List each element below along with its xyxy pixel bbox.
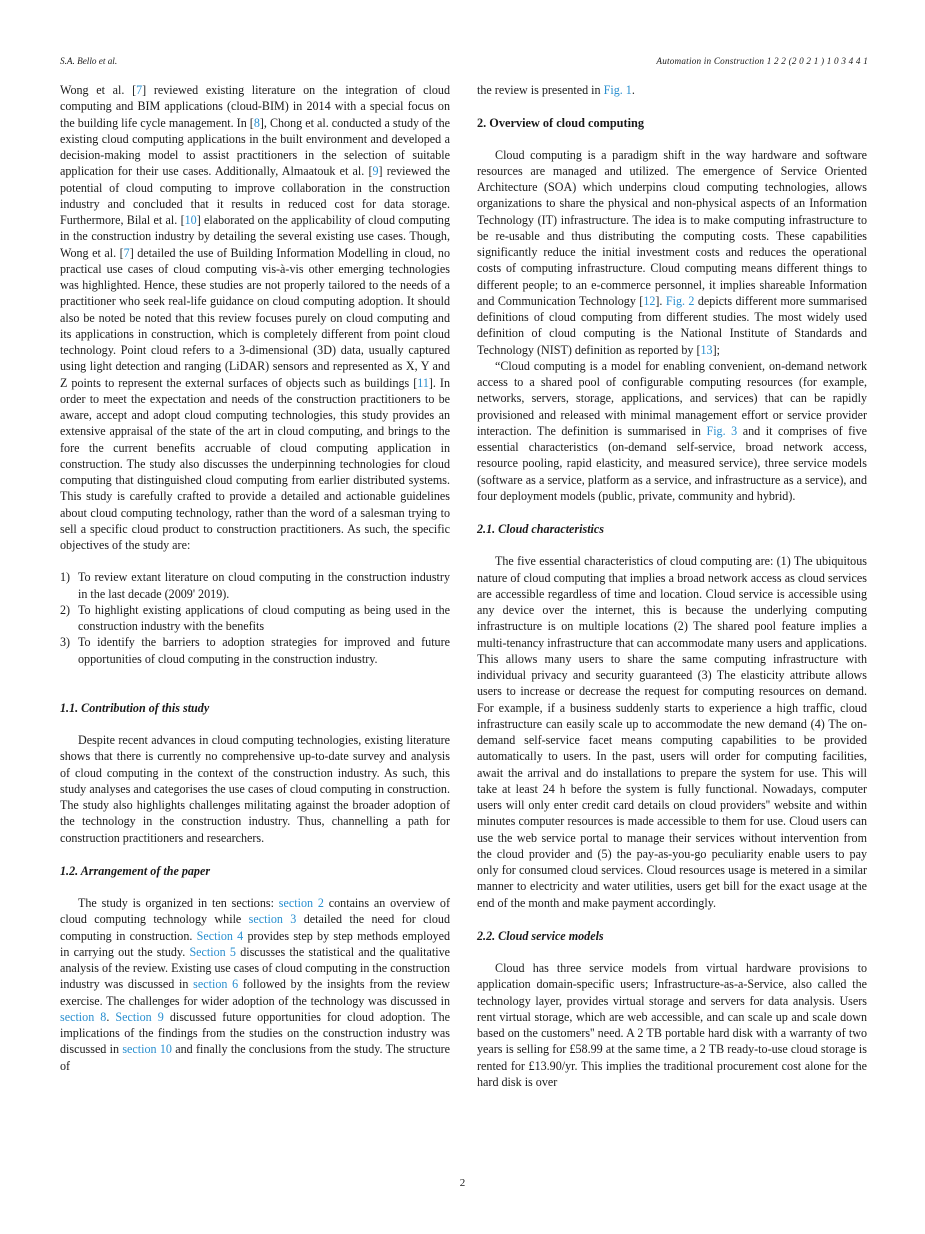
text: depicts different more summarised definitions of cloud computing from different studies. The most widely used definition of cloud computing is the National Institute of Standards and Technology (NIST) definition as reported by [ xyxy=(477,293,868,357)
right-column xyxy=(477,82,867,1090)
text: . xyxy=(106,1009,116,1024)
section-heading-2: 2. Overview of cloud computing xyxy=(477,116,645,131)
citation-link[interactable]: 10 xyxy=(184,213,197,227)
section-heading-2-1: 2.1. Cloud characteristics xyxy=(477,522,604,536)
text: “Cloud computing is a model for enabling convenient, on-demand network access to a shared pool of configurable computing resources (for example, networks, servers, storage, applications, and services) that can be rapidly provisioned and released with minimal management effort or service provider interaction. The definition is summarised in xyxy=(477,358,867,438)
objective-item xyxy=(60,602,450,635)
text: ]; xyxy=(712,342,720,357)
paragraph-arrangement xyxy=(60,895,450,1074)
text: and finally the conclusions from the study. The structure of xyxy=(60,1042,451,1073)
list-number: 2) xyxy=(60,602,71,617)
text: ] elaborated on the applicability of cloud computing in the construction industry by detailing the several existing use cases. Though, Wong et al. [ xyxy=(60,213,451,260)
objectives-list xyxy=(60,569,450,667)
figure-link[interactable]: Fig. 3 xyxy=(706,423,738,438)
text: ], Chong et al. conducted a study of the existing cloud computing applications in the built environment and developed a decision-making model to assist practitioners in the selection of suitable application for their use cases. Additionally, Almaatouk et al. [ xyxy=(60,115,450,179)
citation-link[interactable]: 7 xyxy=(123,245,130,260)
section-link[interactable]: section 10 xyxy=(122,1042,172,1057)
paragraph-contribution: Despite recent advances in cloud computing technologies, existing literature shows that there is currently no comprehensive up-to-date survey and analysis of cloud computing in the context of the construction industry. As such, this study analyses and categorises the use cases of cloud computing in construction. The study also highlights challenges militating against the broader adoption of the technology in the construction industry. Thus, channelling a path for construction practitioners and researchers. xyxy=(60,733,450,845)
section-link[interactable]: Section 9 xyxy=(115,1009,164,1024)
figure-link[interactable]: Fig. 2 xyxy=(665,293,695,308)
text: Wong et al. [ xyxy=(60,83,137,97)
figure-link[interactable]: Fig. 1 xyxy=(603,83,632,97)
text: ] reviewed existing literature on the integration of cloud computing and BIM applications (cloud-BIM) in 2014 with a special focus on the building life cycle management. In [ xyxy=(60,83,450,130)
citation-link[interactable]: 8 xyxy=(253,115,260,130)
section-link[interactable]: section 2 xyxy=(278,896,324,910)
citation-link[interactable]: 7 xyxy=(136,83,143,97)
text: ]. In order to meet the expectation and needs of the construction practitioners to be aware, accept and adopt cloud computing technologies, this study provides an extensive appraisal of the state of the art in cloud computing, and brings to the fore the current benefits accruable of cloud computing application in construction. The study also discusses the underpinning technologies for cloud computing that distinguished cloud computing from earlier distributed systems. This study is carefully crafted to provide a detailed and actionable guidelines about cloud computing technology, rather than the word of a salesman trying to sell a specific cloud product to construction practitioners. As such, the specific objectives of the study are: xyxy=(60,375,450,552)
text: followed by the insights from the review exercise. The challenges for wider adoption of the technology was discussed in xyxy=(60,977,451,1008)
section-link[interactable]: section 6 xyxy=(193,977,239,992)
paragraph-continuation xyxy=(477,82,867,98)
list-number: 3) xyxy=(60,635,71,650)
section-link[interactable]: section 3 xyxy=(248,912,297,927)
running-head-journal: Automation in Construction 1 2 2 (2 0 2 1 ) 1 0 3 4 4 1 xyxy=(656,56,868,66)
running-head-authors: S.A. Bello et al. xyxy=(60,56,118,66)
left-column xyxy=(60,82,450,1074)
text: contains an overview of cloud computing technology while xyxy=(60,896,450,927)
citation-link[interactable]: 9 xyxy=(372,164,379,179)
paragraph-cloud-characteristics: The five essential characteristics of cloud computing are: (1) The ubiquitous nature of cloud computing that implies a broad network access as cloud services are accessible regardless of time and location. Cloud service is accessible using any device over the internet, this is because the underlying computing infrastructure is on multiple locations (2) The shared pool feature implies a multi-tenancy infrastructure that can accommodate many users and applications. This allows many users to share the same computing infrastructure with individual privacy and security guaranteed (3) The elasticity attribute allows users to increase or decrease the request for computing resources on demand. For example, if a business suddenly starts to experience a high traffic, cloud infrastructure can easily scale up to accommodate the new demand (4) The on-demand self-service facet means computing capabilities to be provided automatically to users. In the past, users will order for computing facilities, await the arrival and do installations to prepare the system for use. This will take at least 24 h before the system is fully functional. Nowadays, computer users will only enter credit card details on cloud providers'' website and within minutes computer resources is made accessible to them for use. Cloud users can use the web service portal to manage their services without intervention from the cloud provider and (5) the pay-as-you-go peculiarity enable users to pay only for consumed cloud services. Cloud resources usage is metered in a similar manner to electricity and water utilities, users get bill for the exact usage at the end of the month and make payment accordingly. xyxy=(477,554,867,910)
section-heading-1-1: 1.1. Contribution of this study xyxy=(60,700,210,715)
text: discussed future opportunities for cloud adoption. The implications of the findings from the studies on the construction industry was discussed in xyxy=(60,1009,450,1057)
paragraph-related-work xyxy=(60,82,450,553)
list-text: To identify the barriers to adoption strategies for improved and future opportunities of cloud computing in the construction industry. xyxy=(78,635,450,666)
list-text: To review extant literature on cloud computing in the construction industry in the last decade (2009' 2019). xyxy=(78,570,450,601)
objective-item xyxy=(60,634,450,667)
text: . xyxy=(631,83,635,97)
text: detailed the need for cloud computing in construction. xyxy=(60,912,451,943)
citation-link[interactable]: 11 xyxy=(417,375,429,390)
running-head xyxy=(60,56,868,70)
text: discusses the statistical and the qualitative analysis of the review. Existing use cases of cloud computing in the construction industry was discussed in xyxy=(60,944,450,992)
text: ]. xyxy=(655,293,666,308)
section-link[interactable]: Section 4 xyxy=(196,928,244,943)
text: ] reviewed the potential of cloud computing to improve collaboration in the construction industry and concluded that it results in reduced cost for data storage. Furthermore, Bilal et al. [ xyxy=(60,164,450,227)
page-number: 2 xyxy=(459,1177,466,1189)
text: and it comprises of five essential characteristics (on-demand self-service, broad network access, resource pooling, rapid elasticity, and measured service), three service models (software as a service, platform as a service, and infrastructure as a service), and four deployment models (public, private, community and hybrid). xyxy=(477,423,867,503)
text: Cloud computing is a paradigm shift in the way hardware and software resources are managed and utilized. The emergence of Service Oriented Architecture (SOA) which underpins cloud computing technologies, allows organizations to share the physical and non-physical aspects of an Information Technology (IT) infrastructure. The idea is to make computing infrastructure to be re-usable and thus distributing the computing costs. These capabilities significantly reduce the initial investment costs and reduces the operational costs of computing infrastructure. Cloud computing means different things to different people; to an e-commerce personnel, it implies shareable Information and Communication Technology [ xyxy=(477,147,867,308)
text: provides step by step methods employed in carrying out the study. xyxy=(60,928,450,959)
section-link[interactable]: section 8 xyxy=(60,1009,107,1024)
paragraph-nist-definition xyxy=(477,358,867,504)
section-heading-2-2: 2.2. Cloud service models xyxy=(477,928,604,943)
section-link[interactable]: Section 5 xyxy=(189,944,236,959)
list-number: 1) xyxy=(60,570,71,585)
objective-item xyxy=(60,569,450,602)
paragraph-service-models: Cloud has three service models from virtual hardware provisions to application domain-specific users; Infrastructure-as-a-Service, also called the technology layer, provides virtual storage and servers for data analysis. Users rent virtual storage, which are web accessible, and can scale up and scale down based on the customers'' need. A 2 TB portable hard disk with a warranty of two years is selling for £58.99 at the same time, a 2 TB ready-to-use cloud storage is rented for £13.90/yr. This implies the traditional procurement cost alone for the hard disk is over xyxy=(477,961,867,1089)
citation-link[interactable]: 12 xyxy=(643,293,656,308)
text: the review is presented in xyxy=(477,83,604,97)
text: The study is organized in ten sections: xyxy=(78,896,279,910)
paragraph-overview xyxy=(477,147,867,358)
citation-link[interactable]: 13 xyxy=(700,342,713,357)
list-text: To highlight existing applications of cloud computing as being used in the construction industry with the benefits xyxy=(78,602,450,633)
text: ] detailed the use of Building Information Modelling in cloud, no practical use cases of cloud computing vis-à-vis other emerging technologies was highlighted. Hence, these studies are not properly tailored to the needs of a practitioner who seek real-life guidance on cloud computing adoption. It should also be noted be noted that this review focuses purely on cloud computing and its applications in construction, which is completely different from point cloud technology. Point cloud refers to a 3-dimensional (3D) data, usually captured using light detection and ranging (LiDAR) sensors and represented as X, Y and Z points to represent the external surfaces of objects such as buildings [ xyxy=(60,245,450,390)
section-heading-1-2: 1.2. Arrangement of the paper xyxy=(60,863,211,878)
